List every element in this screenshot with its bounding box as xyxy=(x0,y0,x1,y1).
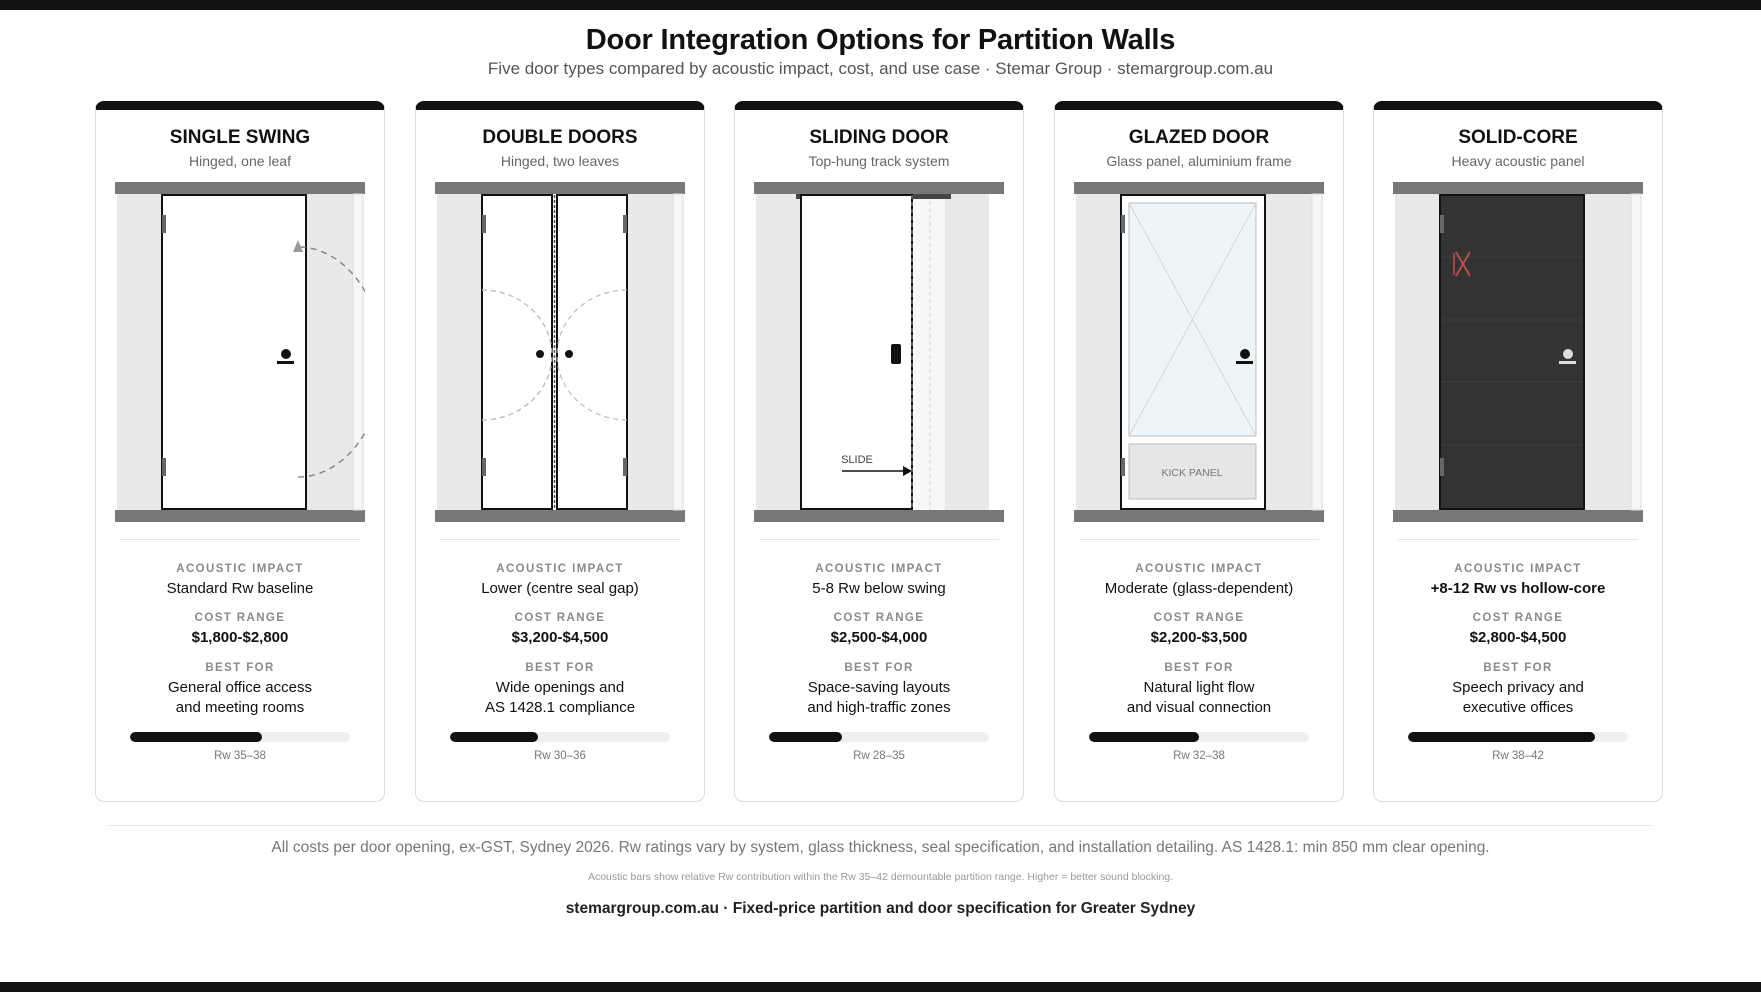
best-for-line: and visual connection xyxy=(1126,699,1272,716)
rw-range-label: Rw 35–38 xyxy=(214,750,266,762)
card-subtitle: Glass panel, aluminium frame xyxy=(1106,153,1292,169)
cost-range-value: $2,500-$4,000 xyxy=(830,629,928,646)
best-for-line: Wide openings and xyxy=(495,679,625,696)
card-divider xyxy=(1079,539,1319,540)
acoustic-bar-track xyxy=(1408,732,1628,742)
cost-range-value: $2,800-$4,500 xyxy=(1469,629,1567,646)
single-swing-door-illustration xyxy=(115,182,365,522)
footer-divider xyxy=(108,825,1652,826)
card-divider xyxy=(1398,539,1638,540)
card-divider xyxy=(759,539,999,540)
acoustic-bar-fill xyxy=(450,732,538,742)
best-for-line: and meeting rooms xyxy=(175,699,305,716)
card-subtitle: Hinged, two leaves xyxy=(500,153,620,169)
card-solid-core xyxy=(1373,101,1663,802)
card-title: SOLID-CORE xyxy=(1458,127,1578,148)
rw-range-label: Rw 28–35 xyxy=(853,750,905,762)
acoustic-impact-value: Standard Rw baseline xyxy=(166,580,314,597)
cost-range-label: COST RANGE xyxy=(1153,612,1245,624)
cost-range-label: COST RANGE xyxy=(514,612,606,624)
page-title: Door Integration Options for Partition Walls xyxy=(585,24,1176,56)
acoustic-impact-value: Lower (centre seal gap) xyxy=(481,580,639,597)
cost-range-label: COST RANGE xyxy=(833,612,925,624)
best-for-label: BEST FOR xyxy=(205,662,275,674)
best-for-label: BEST FOR xyxy=(844,662,914,674)
card-divider xyxy=(440,539,680,540)
best-for-value xyxy=(96,678,384,718)
best-for-value xyxy=(416,678,704,718)
card-double-doors xyxy=(415,101,705,802)
footer-note: All costs per door opening, ex-GST, Sydney 2026. Rw ratings vary by system, glass thickness, seal specification, and installation detailing. AS 1428.1: min 850 mm clear opening. xyxy=(271,839,1490,856)
best-for-line: executive offices xyxy=(1462,699,1574,716)
acoustic-bar-track xyxy=(450,732,670,742)
card-glazed-door xyxy=(1054,101,1344,802)
acoustic-impact-label: ACOUSTIC IMPACT xyxy=(815,563,943,575)
double-doors-illustration xyxy=(435,182,685,522)
acoustic-bar-fill xyxy=(1408,732,1595,742)
best-for-value xyxy=(1055,678,1343,718)
best-for-label: BEST FOR xyxy=(525,662,595,674)
kick-panel-annotation: KICK PANEL xyxy=(1161,467,1223,479)
card-subtitle: Heavy acoustic panel xyxy=(1451,153,1585,169)
acoustic-impact-label: ACOUSTIC IMPACT xyxy=(496,563,624,575)
page-subtitle: Five door types compared by acoustic impact, cost, and use case · Stemar Group · stemargroup.com.au xyxy=(487,59,1274,78)
best-for-line: Space-saving layouts xyxy=(807,679,951,696)
acoustic-impact-value: 5-8 Rw below swing xyxy=(812,580,946,597)
footer-website-line: stemargroup.com.au · Fixed-price partition and door specification for Greater Sydney xyxy=(565,900,1196,917)
rw-range-label: Rw 32–38 xyxy=(1173,750,1225,762)
card-divider xyxy=(120,539,360,540)
best-for-line: General office access xyxy=(168,679,312,696)
rw-range-label: Rw 30–36 xyxy=(534,750,586,762)
best-for-label: BEST FOR xyxy=(1164,662,1234,674)
card-subtitle: Hinged, one leaf xyxy=(189,153,291,169)
card-title: DOUBLE DOORS xyxy=(482,127,638,148)
card-sliding-door xyxy=(734,101,1024,802)
top-accent-bar xyxy=(0,0,1761,10)
card-single-swing xyxy=(95,101,385,802)
card-subtitle: Top-hung track system xyxy=(808,153,950,169)
acoustic-bar-track xyxy=(769,732,989,742)
cost-range-value: $3,200-$4,500 xyxy=(511,629,609,646)
acoustic-impact-label: ACOUSTIC IMPACT xyxy=(1454,563,1582,575)
acoustic-bar-fill xyxy=(1089,732,1199,742)
acoustic-bar-fill xyxy=(769,732,842,742)
slide-annotation: SLIDE xyxy=(841,454,873,466)
best-for-line: Speech privacy and xyxy=(1452,679,1584,696)
cost-range-label: COST RANGE xyxy=(1472,612,1564,624)
footer-bar-note: Acoustic bars show relative Rw contribution within the Rw 35–42 demountable partition range. Higher = better sound blocking. xyxy=(587,871,1174,883)
cost-range-value: $2,200-$3,500 xyxy=(1150,629,1248,646)
card-title: SINGLE SWING xyxy=(169,127,311,148)
best-for-value xyxy=(735,678,1023,718)
acoustic-impact-value: Moderate (glass-dependent) xyxy=(1104,580,1294,597)
bottom-accent-bar xyxy=(0,982,1761,992)
acoustic-bar-track xyxy=(130,732,350,742)
acoustic-impact-label: ACOUSTIC IMPACT xyxy=(1135,563,1263,575)
best-for-line: AS 1428.1 compliance xyxy=(484,699,636,716)
best-for-value xyxy=(1374,678,1662,718)
cost-range-value: $1,800-$2,800 xyxy=(191,629,289,646)
card-title: SLIDING DOOR xyxy=(809,127,949,148)
acoustic-bar-fill xyxy=(130,732,262,742)
acoustic-impact-value: +8-12 Rw vs hollow-core xyxy=(1430,580,1606,597)
acoustic-bar-track xyxy=(1089,732,1309,742)
card-title: GLAZED DOOR xyxy=(1128,127,1270,148)
cost-range-label: COST RANGE xyxy=(194,612,286,624)
glazed-door-illustration xyxy=(1074,182,1324,522)
solid-core-door-illustration xyxy=(1393,182,1643,522)
best-for-line: and high-traffic zones xyxy=(807,699,951,716)
best-for-label: BEST FOR xyxy=(1483,662,1553,674)
rw-range-label: Rw 38–42 xyxy=(1492,750,1544,762)
sliding-door-illustration xyxy=(754,182,1004,522)
best-for-line: Natural light flow xyxy=(1143,679,1255,696)
acoustic-impact-label: ACOUSTIC IMPACT xyxy=(176,563,304,575)
